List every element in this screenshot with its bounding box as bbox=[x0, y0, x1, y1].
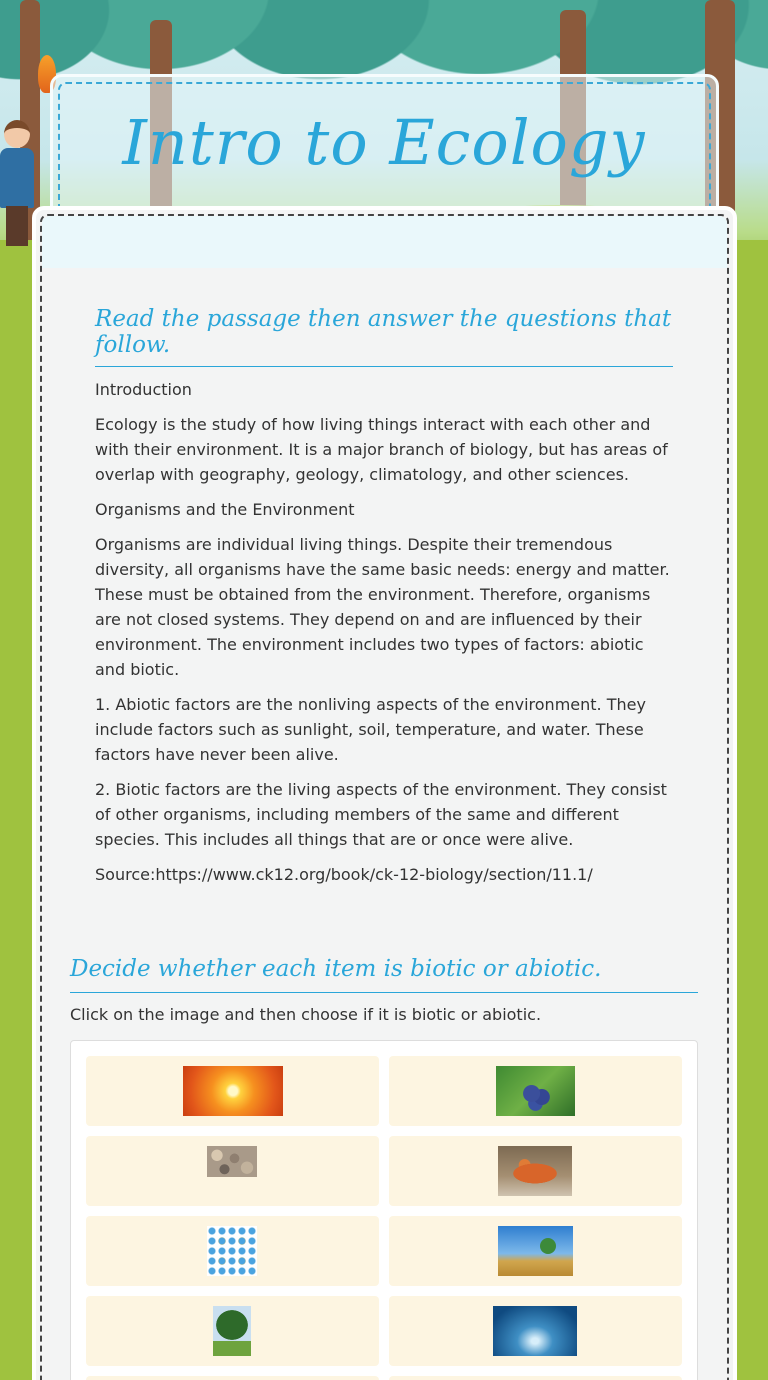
wind-image[interactable] bbox=[498, 1226, 573, 1276]
weather-icons-image[interactable] bbox=[207, 1226, 257, 1276]
page-title: Intro to Ecology bbox=[122, 106, 646, 179]
water-image[interactable] bbox=[493, 1306, 577, 1356]
item-tile-stones[interactable] bbox=[86, 1136, 379, 1206]
stones-image[interactable] bbox=[207, 1146, 257, 1177]
activity-instructions: Click on the image and then choose if it is biotic or abiotic. bbox=[70, 1005, 542, 1024]
item-tile-tree[interactable] bbox=[86, 1296, 379, 1366]
passage-source: Source:https://www.ck12.org/book/ck-12-biology/section/11.1/ bbox=[95, 865, 593, 884]
item-tile-water[interactable] bbox=[389, 1296, 682, 1366]
item-tile[interactable] bbox=[86, 1376, 379, 1380]
blueberries-image[interactable] bbox=[496, 1066, 575, 1116]
item-tile-blueberries[interactable] bbox=[389, 1056, 682, 1126]
item-tile[interactable] bbox=[389, 1376, 682, 1380]
passage-paragraph: Ecology is the study of how living things interact with each other and with their environment. It is a major branch of biology, but has areas of overlap with geography, geology, climatology, and other sciences. bbox=[95, 415, 668, 484]
image-grid bbox=[70, 1040, 698, 1380]
sorting-activity bbox=[70, 956, 698, 1025]
passage-paragraph: Organisms are individual living things. Despite their tremendous diversity, all organisms have the same basic needs: energy and matter. These must be obtained from the environment. Therefore, organisms are not closed systems. They depend on and are influenced by their environment. The environment includes two types of factors: abiotic and biotic. bbox=[95, 535, 670, 679]
passage-paragraph: 2. Biotic factors are the living aspects of the environment. They consist of other organisms, including members of the same and different species. This includes all things that are or once were alive. bbox=[95, 780, 667, 849]
item-tile-sun[interactable] bbox=[86, 1056, 379, 1126]
tree-image[interactable] bbox=[213, 1306, 251, 1356]
passage-paragraph: Organisms and the Environment bbox=[95, 500, 355, 519]
item-tile-fox[interactable] bbox=[389, 1136, 682, 1206]
sun-image[interactable] bbox=[183, 1066, 283, 1116]
passage-heading: Read the passage then answer the questions that follow. bbox=[95, 306, 673, 367]
item-tile-weather[interactable] bbox=[86, 1216, 379, 1286]
passage-paragraph: Introduction bbox=[95, 380, 192, 399]
passage-paragraph: 1. Abiotic factors are the nonliving aspects of the environment. They include factors such as sunlight, soil, temperature, and water. These factors have never been alive. bbox=[95, 695, 646, 764]
item-tile-wind[interactable] bbox=[389, 1216, 682, 1286]
reading-passage bbox=[95, 306, 673, 887]
fox-image[interactable] bbox=[498, 1146, 572, 1196]
activity-heading: Decide whether each item is biotic or abiotic. bbox=[70, 956, 698, 993]
